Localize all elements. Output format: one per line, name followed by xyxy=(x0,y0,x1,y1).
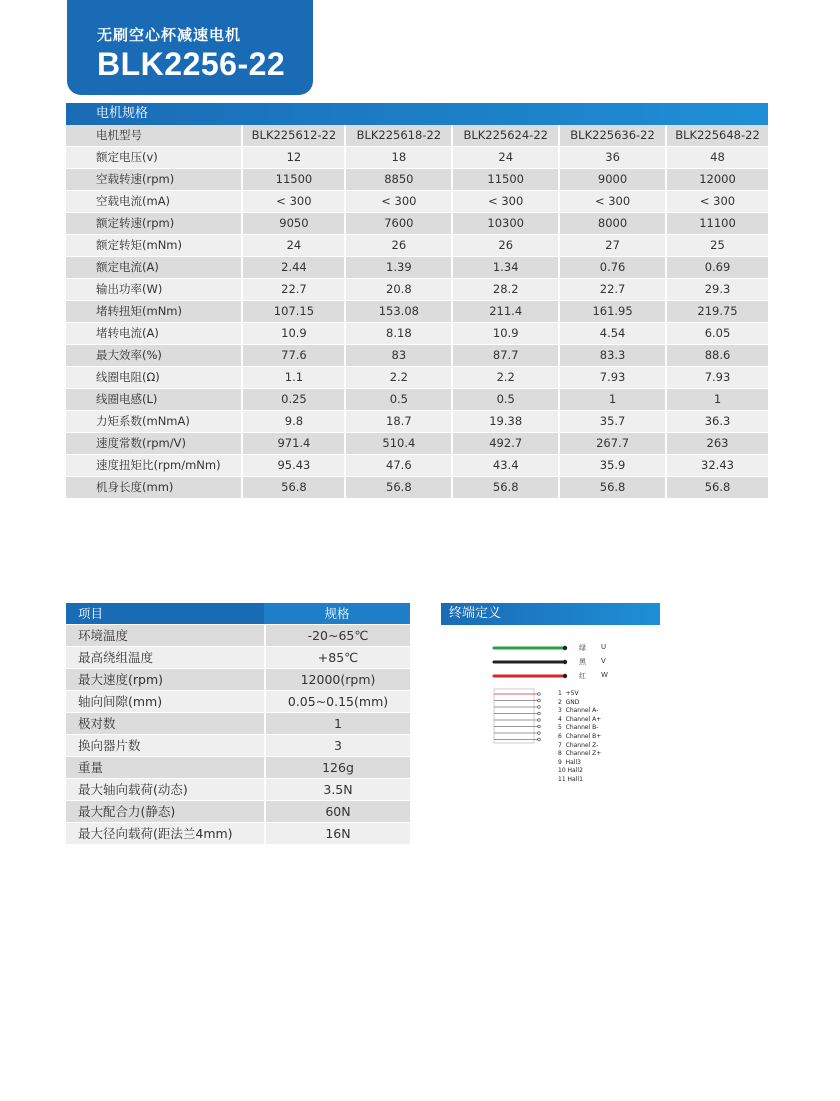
items-row-label: 最高绕组温度 xyxy=(66,647,264,669)
wire-phase-label: W xyxy=(601,671,608,679)
pin-label: 1 +5V xyxy=(558,690,579,697)
pin-label: 8 Channel Z+ xyxy=(558,750,602,758)
spec-cell: 22.7 xyxy=(241,279,344,301)
items-row-label: 最大轴向载荷(动态) xyxy=(66,779,264,801)
spec-cell: < 300 xyxy=(558,191,665,213)
spec-row xyxy=(66,433,768,455)
spec-table xyxy=(66,125,768,499)
wire-terminal-dot xyxy=(563,646,567,650)
pin-label: 2 GND xyxy=(558,698,580,706)
ribbon-pin xyxy=(538,693,541,696)
product-title: BLK2256-22 xyxy=(97,46,286,82)
spec-cell: 6.05 xyxy=(665,323,768,345)
spec-row-label: 空载电流(mA) xyxy=(66,191,241,213)
spec-row xyxy=(66,477,768,499)
spec-cell: 0.5 xyxy=(344,389,451,411)
terminal-section-title: 终端定义 xyxy=(449,606,502,621)
spec-cell: BLK225624-22 xyxy=(451,125,558,147)
spec-cell: 10.9 xyxy=(241,323,344,345)
spec-cell: 267.7 xyxy=(558,433,665,455)
spec-cell: 2.2 xyxy=(451,367,558,389)
spec-cell: 7600 xyxy=(344,213,451,235)
spec-cell: 0.5 xyxy=(451,389,558,411)
spec-row-label: 额定电压(v) xyxy=(66,147,241,169)
spec-cell: 2.44 xyxy=(241,257,344,279)
spec-row xyxy=(66,389,768,411)
spec-cell: 24 xyxy=(241,235,344,257)
spec-cell: 0.25 xyxy=(241,389,344,411)
items-row-label: 轴向间隙(mm) xyxy=(66,691,264,713)
spec-cell: 56.8 xyxy=(665,477,768,499)
items-row xyxy=(66,713,410,735)
spec-row-label: 力矩系数(mNmA) xyxy=(66,411,241,433)
spec-cell: 8000 xyxy=(558,213,665,235)
pin-label: 10 Hall2 xyxy=(558,767,583,775)
items-row-value: 126g xyxy=(264,757,410,779)
spec-row-label: 额定转速(rpm) xyxy=(66,213,241,235)
spec-cell: 263 xyxy=(665,433,768,455)
wire-phase-label: U xyxy=(601,643,607,651)
items-row-label: 换向器片数 xyxy=(66,735,264,757)
items-row-label: 重量 xyxy=(66,757,264,779)
spec-cell: 18 xyxy=(344,147,451,169)
ribbon-pin xyxy=(538,732,541,735)
spec-cell: 1 xyxy=(558,389,665,411)
spec-cell: 971.4 xyxy=(241,433,344,455)
items-row xyxy=(66,757,410,779)
spec-row xyxy=(66,235,768,257)
items-header-spec: 规格 xyxy=(264,603,410,625)
spec-cell: 20.8 xyxy=(344,279,451,301)
spec-row-label: 电机型号 xyxy=(66,125,241,147)
spec-row-label: 线圈电感(L) xyxy=(66,389,241,411)
spec-row-label: 空载转速(rpm) xyxy=(66,169,241,191)
spec-cell: 1.34 xyxy=(451,257,558,279)
items-table xyxy=(66,603,410,845)
spec-row-label: 堵转电流(A) xyxy=(66,323,241,345)
items-row-label: 极对数 xyxy=(66,713,264,735)
spec-cell: 87.7 xyxy=(451,345,558,367)
spec-cell: 88.6 xyxy=(665,345,768,367)
spec-cell: 32.43 xyxy=(665,455,768,477)
spec-cell: 0.69 xyxy=(665,257,768,279)
pin-label: 5 Channel B- xyxy=(558,724,599,732)
spec-cell: 29.3 xyxy=(665,279,768,301)
spec-cell: 36.3 xyxy=(665,411,768,433)
wire-terminal-dot xyxy=(563,660,567,664)
spec-cell: BLK225618-22 xyxy=(344,125,451,147)
spec-cell: < 300 xyxy=(241,191,344,213)
items-row xyxy=(66,691,410,713)
spec-row-label: 最大效率(%) xyxy=(66,345,241,367)
items-row-value: 0.05~0.15(mm) xyxy=(264,691,410,713)
spec-cell: 492.7 xyxy=(451,433,558,455)
spec-row xyxy=(66,125,768,147)
spec-cell: 9.8 xyxy=(241,411,344,433)
spec-row-label: 速度常数(rpm/V) xyxy=(66,433,241,455)
spec-cell: 36 xyxy=(558,147,665,169)
spec-cell: 11500 xyxy=(451,169,558,191)
spec-row-label: 额定电流(A) xyxy=(66,257,241,279)
spec-cell: BLK225648-22 xyxy=(665,125,768,147)
spec-cell: 211.4 xyxy=(451,301,558,323)
items-header-item: 项目 xyxy=(66,603,264,625)
spec-cell: 1.39 xyxy=(344,257,451,279)
wire-terminal-dot xyxy=(563,674,567,678)
product-subtitle: 无刷空心杯减速电机 xyxy=(97,26,242,44)
items-row-value: 12000(rpm) xyxy=(264,669,410,691)
spec-cell: 107.15 xyxy=(241,301,344,323)
spec-cell: 83.3 xyxy=(558,345,665,367)
spec-row xyxy=(66,323,768,345)
spec-row xyxy=(66,191,768,213)
pin-label: 6 Channel B+ xyxy=(558,732,602,740)
items-row-value: 16N xyxy=(264,823,410,845)
spec-cell: 22.7 xyxy=(558,279,665,301)
spec-cell: 26 xyxy=(344,235,451,257)
spec-cell: 56.8 xyxy=(241,477,344,499)
ribbon-pin xyxy=(538,738,541,741)
spec-row-label: 线圈电阻(Ω) xyxy=(66,367,241,389)
items-row-value: 1 xyxy=(264,713,410,735)
spec-cell: 48 xyxy=(665,147,768,169)
spec-cell: 2.2 xyxy=(344,367,451,389)
spec-cell: 12 xyxy=(241,147,344,169)
spec-cell: < 300 xyxy=(451,191,558,213)
spec-cell: 27 xyxy=(558,235,665,257)
spec-cell: 77.6 xyxy=(241,345,344,367)
wire-color-label: 绿 xyxy=(579,644,586,652)
pin-label: 4 Channel A+ xyxy=(558,715,602,723)
wire-color-label: 红 xyxy=(579,672,586,680)
title-banner xyxy=(67,0,313,95)
spec-cell: 8.18 xyxy=(344,323,451,345)
spec-cell: 18.7 xyxy=(344,411,451,433)
spec-row xyxy=(66,169,768,191)
spec-cell: 35.7 xyxy=(558,411,665,433)
spec-row xyxy=(66,345,768,367)
spec-row-label: 速度扭矩比(rpm/mNm) xyxy=(66,455,241,477)
spec-row xyxy=(66,411,768,433)
spec-cell: < 300 xyxy=(665,191,768,213)
spec-cell: 12000 xyxy=(665,169,768,191)
spec-cell: 43.4 xyxy=(451,455,558,477)
spec-cell: 9000 xyxy=(558,169,665,191)
spec-row-label: 机身长度(mm) xyxy=(66,477,241,499)
spec-cell: 10300 xyxy=(451,213,558,235)
spec-cell: 56.8 xyxy=(558,477,665,499)
spec-cell: 11500 xyxy=(241,169,344,191)
pin-list xyxy=(558,690,601,785)
items-row-value: 3 xyxy=(264,735,410,757)
pin-label: 9 Hall3 xyxy=(558,758,581,766)
items-row-label: 环境温度 xyxy=(66,625,264,647)
ribbon-pin xyxy=(538,712,541,715)
spec-cell: 4.54 xyxy=(558,323,665,345)
spec-row xyxy=(66,257,768,279)
items-row xyxy=(66,669,410,691)
ribbon-pin xyxy=(538,699,541,702)
spec-cell: < 300 xyxy=(344,191,451,213)
spec-cell: 153.08 xyxy=(344,301,451,323)
items-row-value: -20~65℃ xyxy=(264,625,410,647)
spec-row xyxy=(66,301,768,323)
items-row-label: 最大径向载荷(距法兰4mm) xyxy=(66,823,264,845)
spec-cell: 28.2 xyxy=(451,279,558,301)
spec-cell: 10.9 xyxy=(451,323,558,345)
spec-cell: 35.9 xyxy=(558,455,665,477)
spec-cell: 7.93 xyxy=(558,367,665,389)
wire-phase-label: V xyxy=(601,657,606,665)
pin-label: 3 Channel A- xyxy=(558,707,599,715)
items-row-value: 60N xyxy=(264,801,410,823)
spec-row-label: 输出功率(W) xyxy=(66,279,241,301)
spec-cell: 0.76 xyxy=(558,257,665,279)
spec-row xyxy=(66,455,768,477)
items-row-value: 3.5N xyxy=(264,779,410,801)
items-row xyxy=(66,625,410,647)
spec-cell: 26 xyxy=(451,235,558,257)
spec-section-title: 电机规格 xyxy=(96,106,149,121)
spec-row xyxy=(66,279,768,301)
spec-row xyxy=(66,147,768,169)
pin-label: 7 Channel Z- xyxy=(558,741,599,749)
spec-cell: 19.38 xyxy=(451,411,558,433)
spec-cell: 8850 xyxy=(344,169,451,191)
spec-cell: 56.8 xyxy=(344,477,451,499)
ribbon-pin xyxy=(538,719,541,722)
spec-row-label: 堵转扭矩(mNm) xyxy=(66,301,241,323)
spec-row xyxy=(66,213,768,235)
spec-cell: 56.8 xyxy=(451,477,558,499)
spec-row-label: 额定转矩(mNm) xyxy=(66,235,241,257)
wire-color-label: 黑 xyxy=(579,658,586,666)
items-row xyxy=(66,735,410,757)
spec-section-header xyxy=(66,103,768,125)
spec-cell: 219.75 xyxy=(665,301,768,323)
items-row-label: 最大速度(rpm) xyxy=(66,669,264,691)
spec-cell: 25 xyxy=(665,235,768,257)
spec-cell: 9050 xyxy=(241,213,344,235)
spec-cell: 7.93 xyxy=(665,367,768,389)
pin-label: 11 Hall1 xyxy=(558,775,583,783)
spec-cell: 1.1 xyxy=(241,367,344,389)
items-row-label: 最大配合力(静态) xyxy=(66,801,264,823)
items-row xyxy=(66,823,410,845)
spec-cell: 11100 xyxy=(665,213,768,235)
ribbon-pin xyxy=(538,725,541,728)
items-row-value: +85℃ xyxy=(264,647,410,669)
spec-cell: BLK225636-22 xyxy=(558,125,665,147)
items-row xyxy=(66,801,410,823)
terminal-section-header xyxy=(441,603,660,625)
items-row xyxy=(66,647,410,669)
spec-cell: 83 xyxy=(344,345,451,367)
items-row xyxy=(66,779,410,801)
ribbon-cable xyxy=(494,689,540,743)
spec-row xyxy=(66,367,768,389)
spec-cell: 24 xyxy=(451,147,558,169)
spec-cell: BLK225612-22 xyxy=(241,125,344,147)
spec-cell: 161.95 xyxy=(558,301,665,323)
spec-cell: 95.43 xyxy=(241,455,344,477)
spec-cell: 47.6 xyxy=(344,455,451,477)
spec-cell: 510.4 xyxy=(344,433,451,455)
spec-cell: 1 xyxy=(665,389,768,411)
ribbon-pin xyxy=(538,706,541,709)
